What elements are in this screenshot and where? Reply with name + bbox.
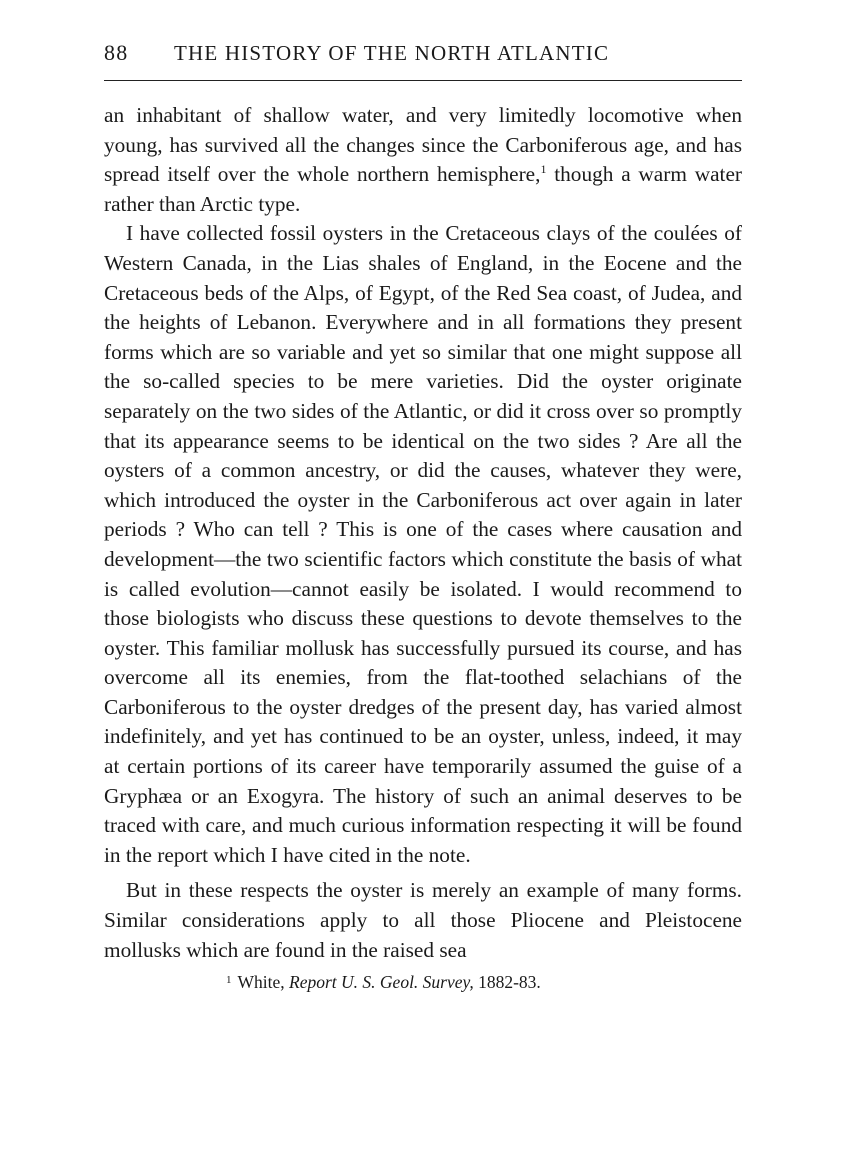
book-page	[104, 40, 742, 994]
paragraph-3: But in these respects the oyster is merely an example of many forms. Similar considerations apply to all those Pliocene and Pleistocene mollusks which are found in the raised sea	[104, 878, 742, 962]
footnote	[104, 968, 742, 994]
footnote-years: 1882-83.	[478, 972, 541, 993]
footnote-reference: 1	[540, 162, 547, 177]
body-text	[104, 101, 742, 965]
paragraph-1-text: an inhabitant of shallow water, and very limitedly locomotive when young, has survived all the changes since the Carboniferous age, and has spread itself over the whole northern hemisphere,	[104, 103, 742, 187]
paragraph-2: I have collected fossil oysters in the Cretaceous clays of the coulées of Western Canada, in the Lias shales of England, in the Eocene and the Cretaceous beds of the Alps, of Egypt, of the Red Sea coast, of Judea, and the heights of Lebanon. Everywhere and in all formations they present forms which are so variable and yet so similar that one might suppose all the so-called species to be mere varieties. Did the oyster originate separately on the two sides of the Atlantic, or did it cross over so promptly that its appearance seems to be identical on the two sides ? Are all the oysters of a common ancestry, or did the causes, whatever they were, which introduced the oyster in the Carboniferous act over again in later periods ? Who can tell ? This is one of the cases where causation and development—the two scientific factors which constitute the basis of what is called evolution—cannot easily be isolated. I would recommend to those biologists who discuss these questions to devote themselves to the oyster. This familiar mollusk has successfully pursued its course, and has overcome all its enemies, from the flat-toothed selachians of the Carboniferous to the oyster dredges of the present day, has varied almost indefinitely, and yet has continued to be an oyster, unless, indeed, it may at certain portions of its career have temporarily assumed the guise of a Gryphæa or an Exogyra. The history of such an animal deserves to be traced with care, and much curious information respecting it will be found in the report which I have cited in the note.	[104, 221, 742, 867]
running-head	[104, 40, 742, 74]
footnote-author: White,	[237, 972, 285, 993]
footnote-title: Report U. S. Geol. Survey,	[289, 972, 474, 993]
paragraph-1	[104, 101, 742, 219]
footnote-marker: 1	[226, 974, 232, 987]
running-title: THE HISTORY OF THE NORTH ATLANTIC	[174, 41, 610, 65]
page-number: 88	[104, 40, 129, 65]
header-rule	[104, 80, 742, 81]
paragraph-1-continued: though a warm water rather than Arctic type.	[104, 162, 743, 216]
